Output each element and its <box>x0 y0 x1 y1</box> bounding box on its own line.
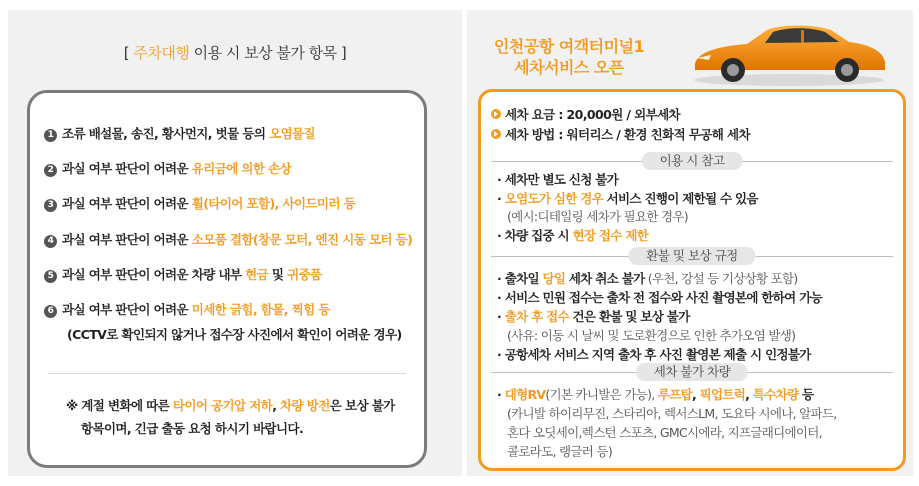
refund-line-1 <box>497 269 798 287</box>
unavail-highlight: 픽업트럭 <box>699 387 746 402</box>
item-number-badge: 5 <box>44 270 57 283</box>
item-highlight: 미세한 긁힘, 함몰, 찍힘 등 <box>191 302 330 317</box>
ref-line-3: (예시:디테일링 세차가 필요한 경우) <box>507 209 688 224</box>
section-reference <box>491 152 893 170</box>
unavail-line-3: 혼다 오딧세이,렉스턴 스포츠, GMC시에라, 지프글래디에이터, <box>507 425 822 440</box>
unavail-line-2: (카니발 하이리무진, 스타리아, 렉서스LM, 도요타 시에나, 알파드, <box>507 406 837 421</box>
section-label: 이용 시 참고 <box>642 152 743 170</box>
refund-text: · 출차일 <box>497 271 543 286</box>
unavail-sep: , <box>691 387 700 402</box>
ref-text: · 차량 집중 시 <box>497 228 573 243</box>
item-highlight: 소모품 결함(창문 모터, 엔진 시동 모터 등) <box>191 232 413 247</box>
car-wash-title-line1: 인천공항 여객터미널1 <box>493 37 645 56</box>
item-number-badge: 2 <box>44 164 57 177</box>
refund-line-5: · 공항세차 서비스 지역 출차 후 사진 촬영본 제출 시 인정불가 <box>497 347 811 362</box>
exclusion-item-3 <box>44 194 355 212</box>
orange-car-icon <box>689 20 889 88</box>
section-label: 환불 및 보상 규정 <box>628 247 755 265</box>
play-bullet-icon <box>491 129 501 139</box>
exclusion-item-1 <box>44 124 315 142</box>
refund-text: 건은 환불 및 보상 불가 <box>568 309 690 324</box>
item-highlight: 유리금에 의한 손상 <box>191 161 292 176</box>
note-highlight: 차량 방전 <box>280 398 330 413</box>
title-bracket: [ <box>123 44 134 62</box>
play-bullet-icon <box>491 109 501 119</box>
unavail-line-4: 콜로라도, 랭글러 등) <box>507 444 612 459</box>
wash-method <box>491 125 750 143</box>
unavail-highlight: 특수차량 <box>752 387 799 402</box>
weather-note-line2: 항목이며, 긴급 출동 요청 하시기 바랍니다. <box>81 421 304 436</box>
item-number-badge: 3 <box>44 199 57 212</box>
exclusion-item-6-sub: (CCTV로 확인되지 않거나 접수장 사진에서 확인이 어려운 경우) <box>67 327 402 342</box>
exclusion-item-4 <box>44 230 412 248</box>
unavail-highlight: 루프탑 <box>657 387 692 402</box>
ref-line-1: · 세차만 별도 신청 불가 <box>497 172 619 187</box>
ref-highlight: 오염도가 심한 경우 <box>504 191 604 206</box>
exclusion-item-6 <box>44 300 330 318</box>
refund-highlight: 출차 후 접수 <box>504 309 569 324</box>
unavail-line-1 <box>497 385 813 403</box>
note-highlight: 타이어 공기압 저하 <box>172 398 273 413</box>
refund-note: (우천, 강설 등 기상상황 포함) <box>644 271 798 286</box>
note-text: 은 보상 불가 <box>329 398 395 413</box>
car-wash-title-line2: 세차서비스 오픈 <box>514 58 624 77</box>
unavail-highlight: 대형RV <box>504 387 546 402</box>
bullet-dot: · <box>497 387 505 402</box>
ref-line-4 <box>497 226 648 244</box>
item-number-badge: 6 <box>44 305 57 318</box>
ref-line-2 <box>497 189 758 207</box>
item-text: 및 <box>268 267 288 282</box>
ref-text: 서비스 진행이 제한될 수 있음 <box>603 191 758 206</box>
weather-note-line1 <box>66 396 395 414</box>
section-unavailable <box>491 363 893 381</box>
ref-highlight: 현장 접수 제한 <box>572 228 649 243</box>
item-text: 과실 여부 판단이 어려운 차량 내부 <box>62 267 246 282</box>
title-rest: 이용 시 보상 불가 항목 ] <box>189 44 347 62</box>
item-number-badge: 4 <box>44 235 57 248</box>
section-label: 세차 불가 차량 <box>636 363 748 381</box>
item-text: 과실 여부 판단이 어려운 <box>62 196 192 211</box>
bullet-dot: · <box>497 191 505 206</box>
left-panel-title <box>8 42 462 63</box>
car-wash-info-box <box>478 89 906 471</box>
item-highlight: 현금 <box>245 267 269 282</box>
exclusion-list-box <box>27 90 427 468</box>
note-text: ※ 계절 변화에 따른 <box>66 398 173 413</box>
item-text: 조류 배설물, 송진, 황사먼지, 벗물 등의 <box>62 126 270 141</box>
refund-highlight: 당일 <box>542 271 566 286</box>
note-text: , <box>272 398 281 413</box>
bullet-dot: · <box>497 309 505 324</box>
exclusion-item-2 <box>44 159 291 177</box>
unavail-note: (기본 카니발은 가능), <box>545 387 658 402</box>
unavail-sep: , <box>745 387 753 402</box>
title-highlight: 주차대행 <box>133 44 190 62</box>
item-highlight: 귀중품 <box>287 267 322 282</box>
wash-fee <box>491 105 680 123</box>
refund-line-2: · 서비스 민원 접수는 출차 전 접수와 사진 촬영본에 한하여 가능 <box>497 290 822 305</box>
section-refund <box>491 247 893 265</box>
refund-line-3 <box>497 307 690 325</box>
wash-method-text: 세차 방법 : 워터리스 / 환경 친화적 무공해 세차 <box>505 127 750 142</box>
item-text: 과실 여부 판단이 어려운 <box>62 302 192 317</box>
item-text: 과실 여부 판단이 어려운 <box>62 232 192 247</box>
item-text: 과실 여부 판단이 어려운 <box>62 161 192 176</box>
refund-line-4: (사유: 이동 시 날씨 및 도로환경으로 인한 추가오염 발생) <box>507 328 796 343</box>
item-highlight: 휠(타이어 포함), 사이드미러 등 <box>191 196 356 211</box>
exclusion-item-5 <box>44 265 322 283</box>
refund-text: 세차 취소 불가 <box>565 271 645 286</box>
item-number-badge: 1 <box>44 129 57 142</box>
item-highlight: 오염물질 <box>269 126 315 141</box>
divider <box>48 373 406 374</box>
wash-fee-text: 세차 요금 : 20,000원 / 외부세차 <box>505 107 681 122</box>
unavail-text: 등 <box>798 387 814 402</box>
